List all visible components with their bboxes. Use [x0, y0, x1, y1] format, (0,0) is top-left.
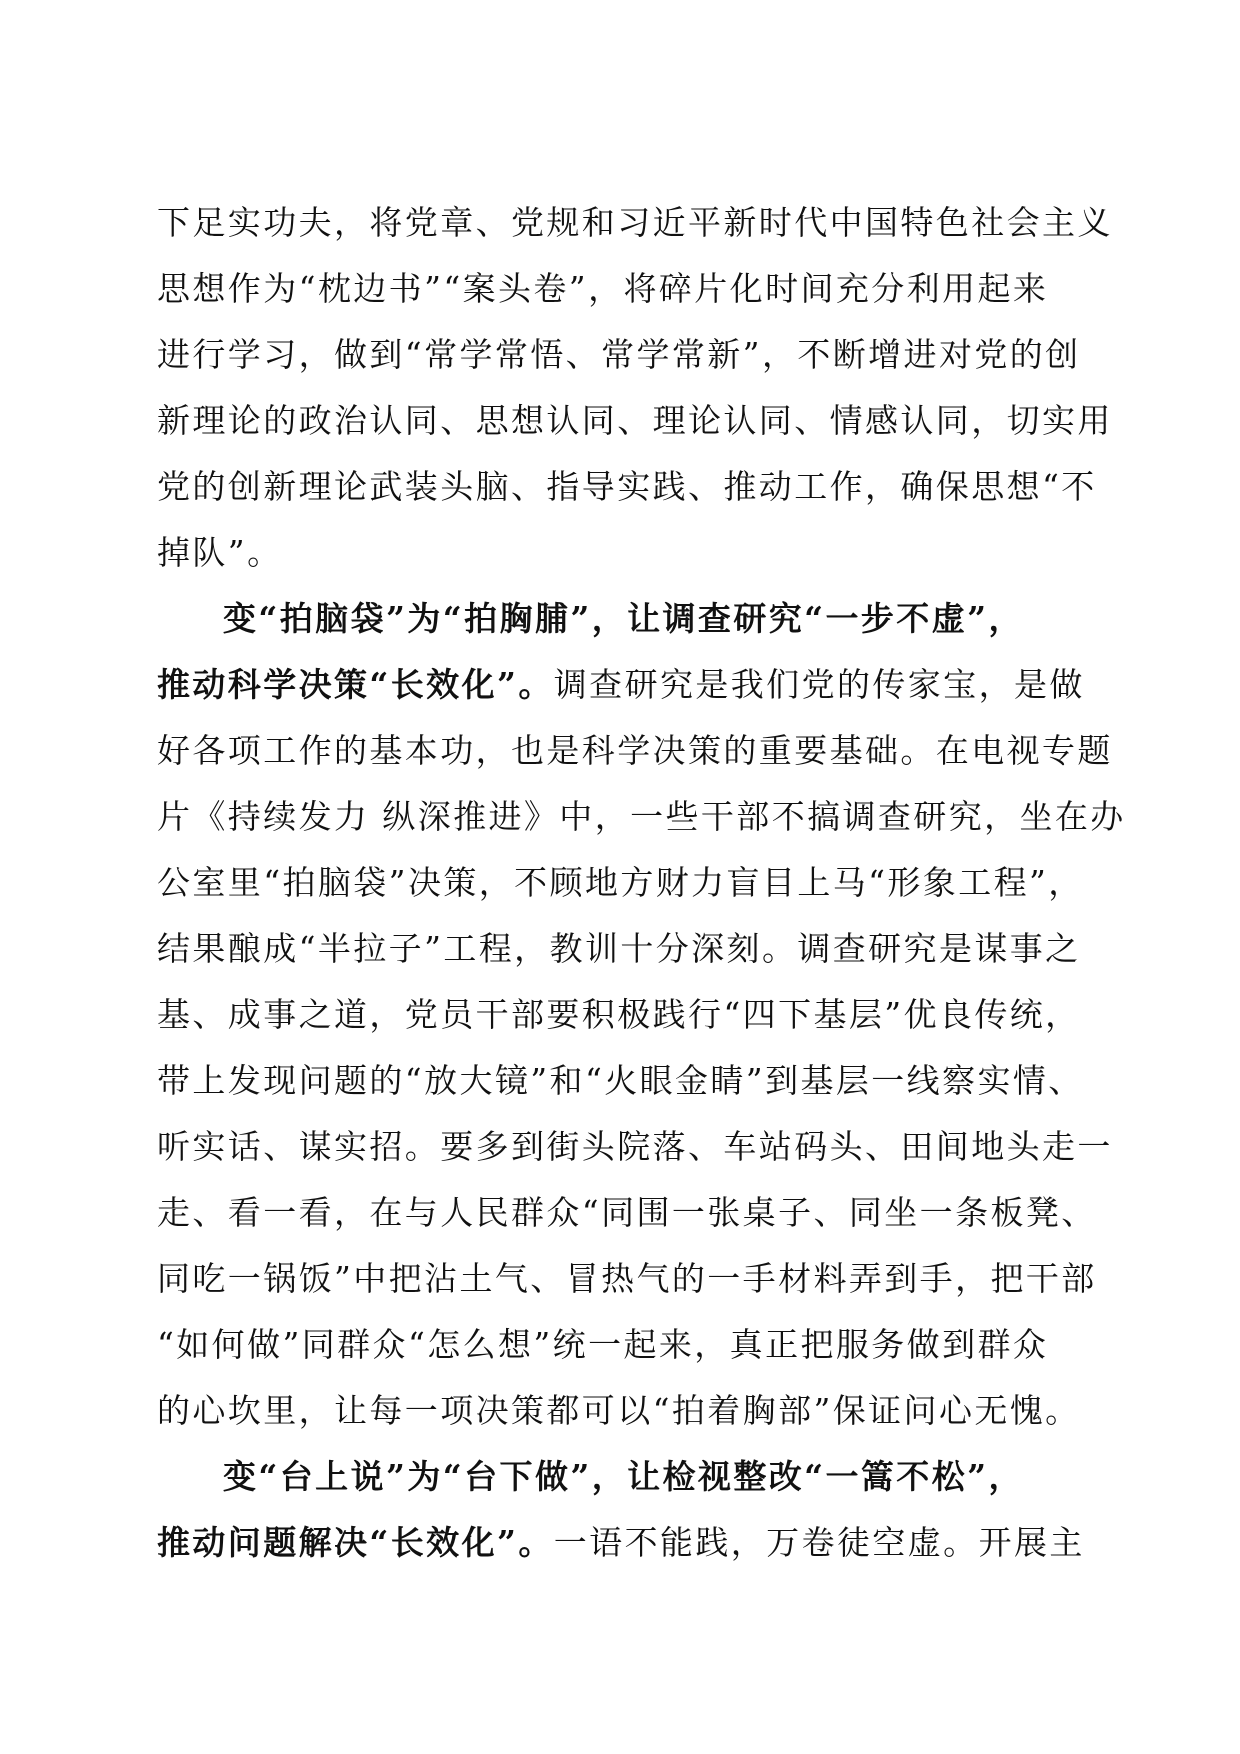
paragraph-1-line-4: 新理论的政治认同、思想认同、理论认同、情感认同，切实用: [157, 401, 1113, 440]
paragraph-2-line-12: “如何做”同群众“怎么想”统一起来，真正把服务做到群众: [157, 1325, 1049, 1364]
paragraph-2-line-4: 片《持续发力 纵深推进》中，一些干部不搞调查研究，坐在办: [157, 797, 1126, 836]
paragraph-2-heading-line-2: 推动科学决策“长效化”。: [157, 665, 554, 704]
paragraph-1-line-2: 思想作为“枕边书”“案头卷”，将碎片化时间充分利用起来: [157, 269, 1049, 308]
paragraph-3-heading-line-1: 变“台上说”为“台下做”，让检视整改“一篙不松”，: [223, 1457, 1024, 1496]
paragraph-1-line-3: 进行学习，做到“常学常悟、常学常新”，不断增进对党的创: [157, 335, 1081, 374]
paragraph-1-line-1: 下足实功夫，将党章、党规和习近平新时代中国特色社会主义: [157, 203, 1113, 242]
paragraph-2-line-13: 的心坎里，让每一项决策都可以“拍着胸部”保证问心无愧。: [157, 1391, 1081, 1430]
paragraph-3-heading-line-2: 推动问题解决“长效化”。: [157, 1523, 554, 1562]
paragraph-2-line-10: 走、看一看，在与人民群众“同围一张桌子、同坐一条板凳、: [157, 1193, 1097, 1232]
paragraph-3-line-2: [157, 1510, 1097, 1576]
paragraph-2-line-3: 好各项工作的基本功，也是科学决策的重要基础。在电视专题: [157, 731, 1113, 770]
document-body: [157, 190, 1126, 1576]
paragraph-2-line-5: 公室里“拍脑袋”决策，不顾地方财力盲目上马“形象工程”，: [157, 863, 1084, 902]
paragraph-2-line-9: 听实话、谋实招。要多到街头院落、车站码头、田间地头走一: [157, 1127, 1113, 1166]
paragraph-2-heading-line-1: 变“拍脑袋”为“拍胸脯”，让调查研究“一步不虚”，: [223, 599, 1024, 638]
paragraph-2-line-2-rest: 调查研究是我们党的传家宝，是做: [553, 665, 1085, 704]
paragraph-2-line-2: [157, 652, 1097, 718]
paragraph-2-line-6: 结果酿成“半拉子”工程，教训十分深刻。调查研究是谋事之: [157, 929, 1081, 968]
paragraph-2-line-11: 同吃一锅饭”中把沾土气、冒热气的一手材料弄到手，把干部: [157, 1259, 1097, 1298]
paragraph-1-line-6: 掉队”。: [157, 533, 283, 572]
paragraph-3-line-2-rest: 一语不能践，万卷徒空虚。开展主: [553, 1523, 1085, 1562]
paragraph-1-line-5: 党的创新理论武装头脑、指导实践、推动工作，确保思想“不: [157, 467, 1097, 506]
paragraph-2-line-7: 基、成事之道，党员干部要积极践行“四下基层”优良传统，: [157, 995, 1081, 1034]
paragraph-2-line-8: 带上发现问题的“放大镜”和“火眼金睛”到基层一线察实情、: [157, 1061, 1084, 1100]
